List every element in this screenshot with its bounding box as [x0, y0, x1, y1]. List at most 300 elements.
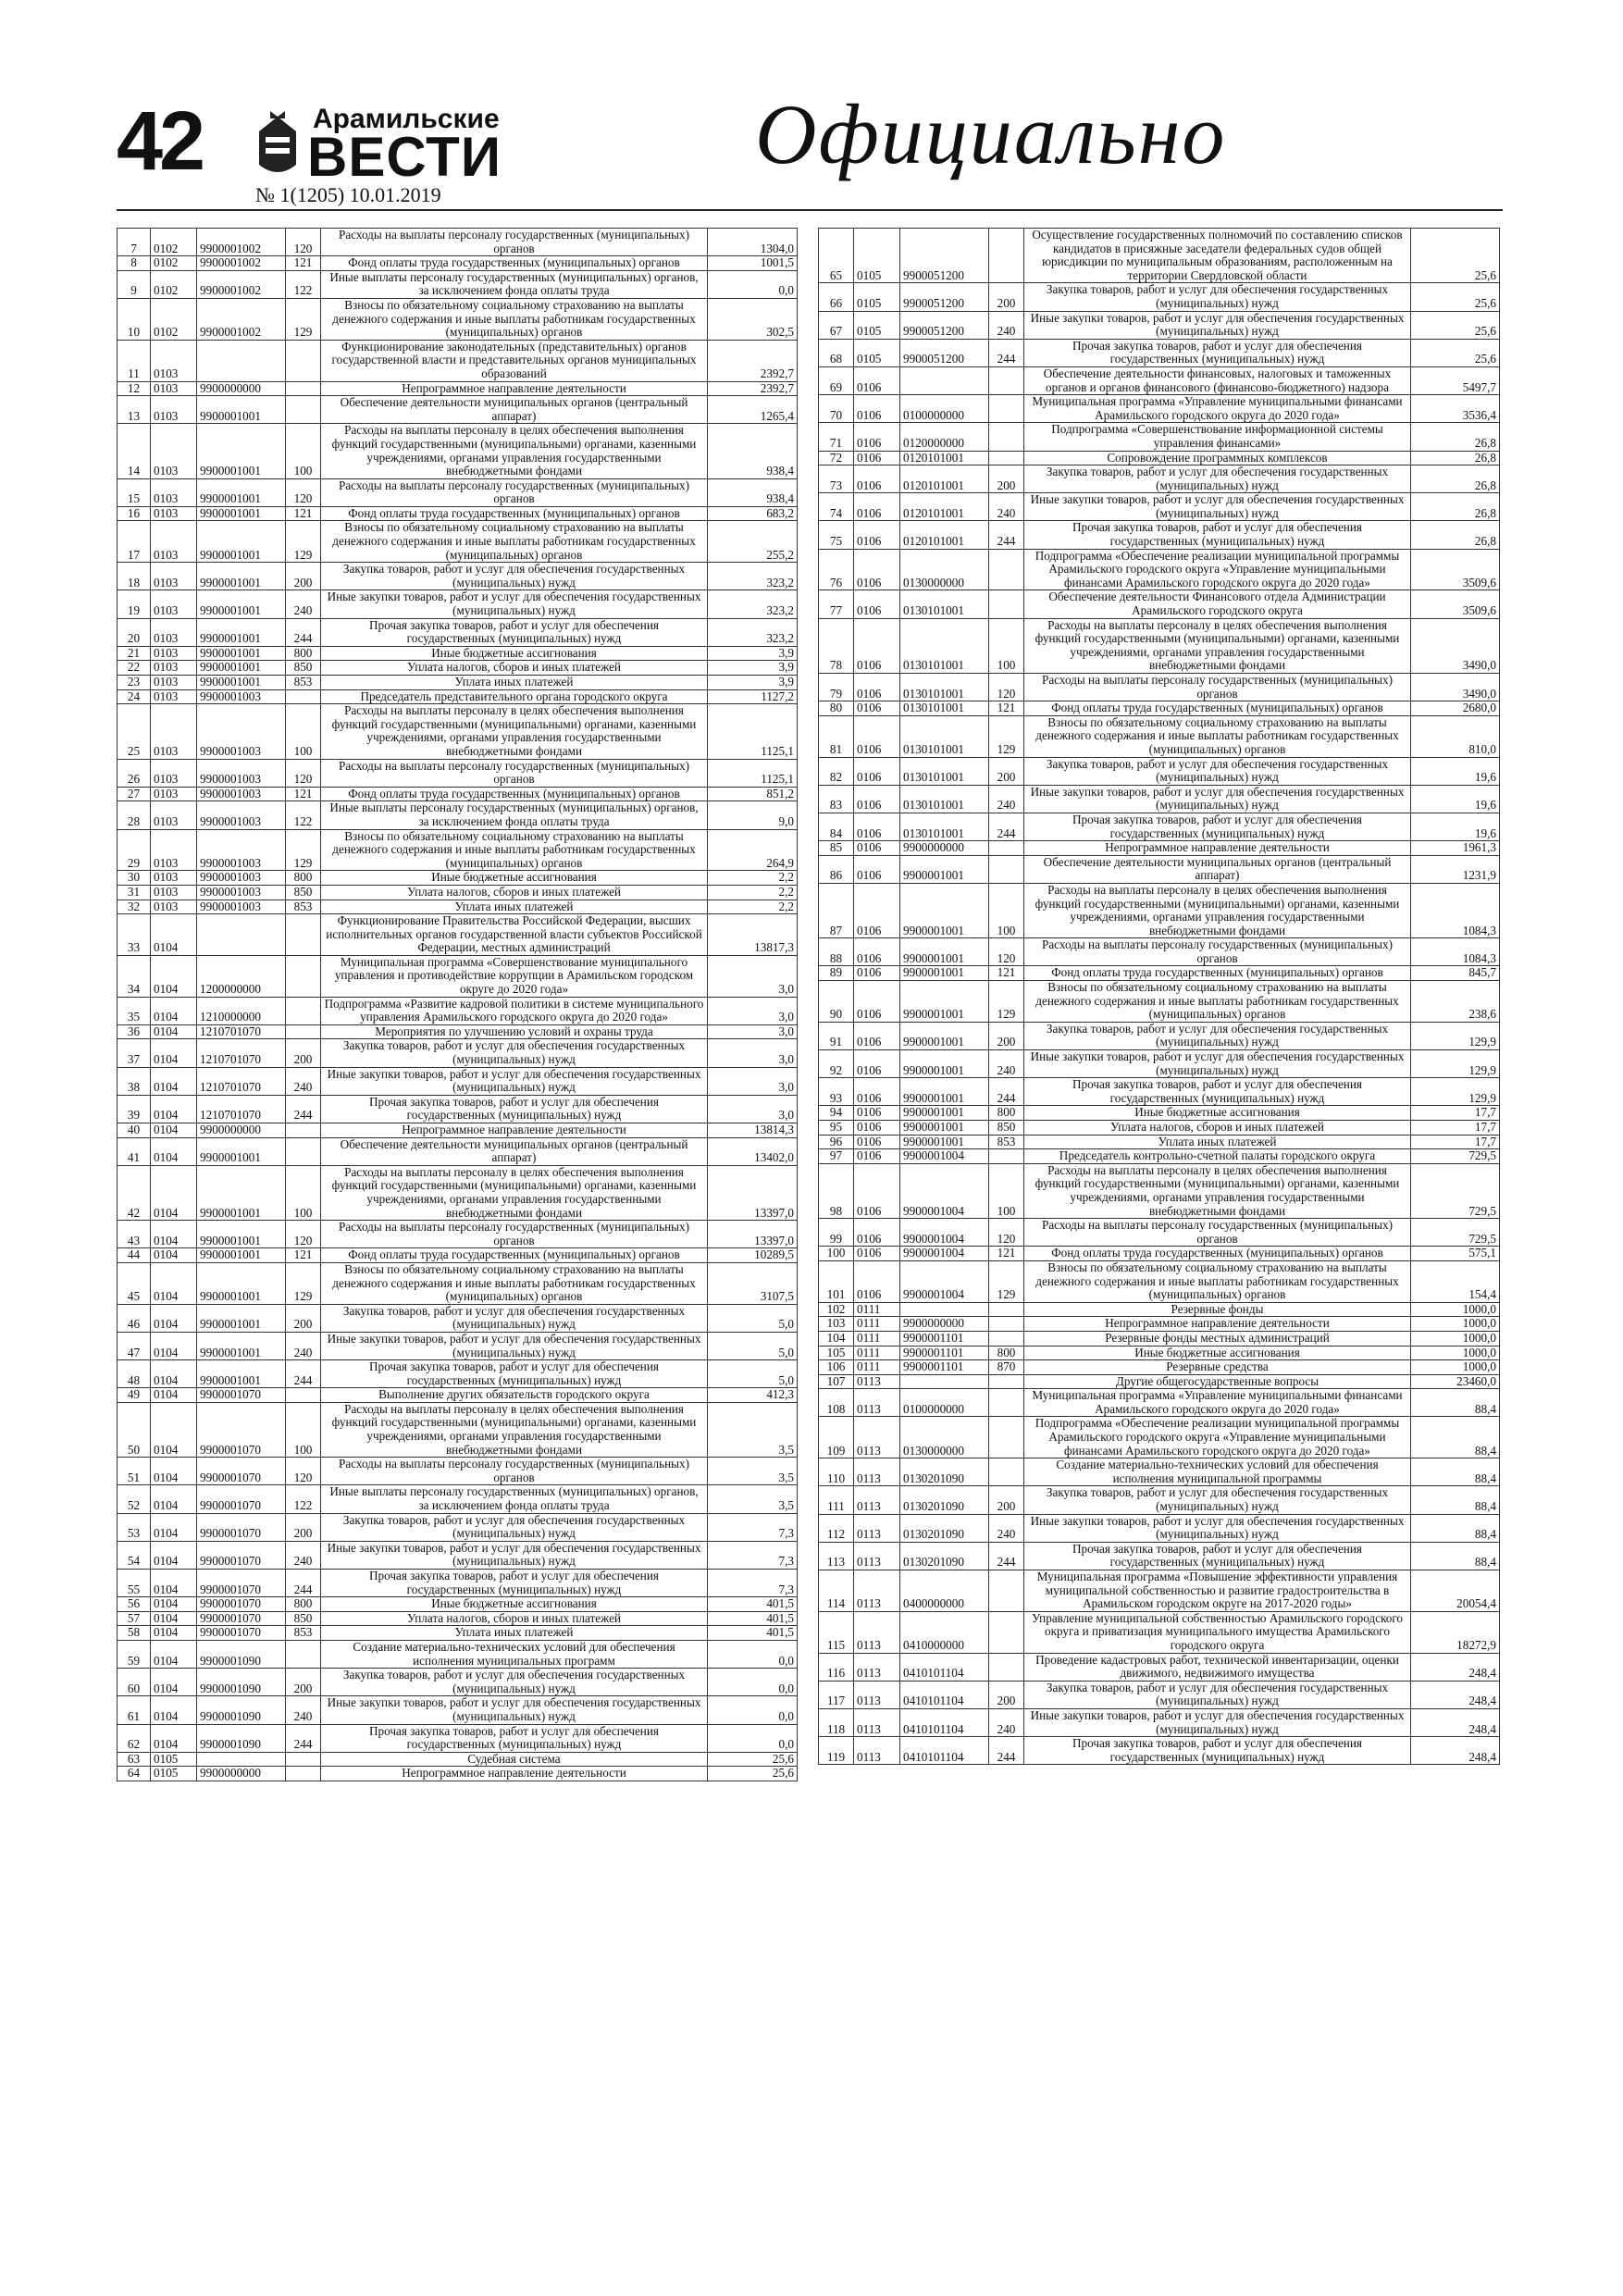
table-row [118, 759, 798, 787]
amount-value: 13397,0 [708, 1165, 798, 1220]
target-article-code: 9900001001 [197, 1137, 286, 1165]
target-article-code: 0410101104 [900, 1737, 989, 1765]
row-description: Иные выплаты персоналу государственных (муниципальных) органов, за исключением фонда оплаты труда [321, 801, 708, 829]
row-number: 84 [819, 813, 854, 840]
row-description: Иные закупки товаров, работ и услуг для обеспечения государственных (муниципальных) нужд [321, 1067, 708, 1095]
amount-value: 88,4 [1411, 1417, 1500, 1458]
row-description: Прочая закупка товаров, работ и услуг для обеспечения государственных (муниципальных) нужд [1024, 521, 1411, 549]
budget-table-right [818, 228, 1500, 1765]
target-article-code: 0100000000 [900, 395, 989, 423]
row-number: 41 [118, 1137, 151, 1165]
table-row [819, 1514, 1500, 1542]
target-article-code: 0130101001 [900, 785, 989, 813]
row-number: 113 [819, 1542, 854, 1570]
row-description: Взносы по обязательному социальному страхованию на выплаты денежного содержания и иные выплаты работникам государственных (муниципальных) органов [321, 829, 708, 871]
expense-type-code [989, 1317, 1024, 1332]
row-description: Закупка товаров, работ и услуг для обеспечения государственных (муниципальных) нужд [321, 1513, 708, 1541]
section-code: 0106 [854, 1022, 900, 1049]
target-article-code: 9900001001 [900, 938, 989, 966]
row-number: 118 [819, 1708, 854, 1736]
table-row [819, 1346, 1500, 1360]
row-number: 119 [819, 1737, 854, 1765]
amount-value: 323,2 [708, 618, 798, 646]
row-description: Закупка товаров, работ и услуг для обеспечения государственных (муниципальных) нужд [321, 1304, 708, 1332]
target-article-code: 9900001001 [197, 1332, 286, 1359]
target-article-code: 9900001001 [197, 396, 286, 424]
row-description: Расходы на выплаты персоналу в целях обеспечения выполнения функций государственными (муниципальными) органами, казенными учреждениями, органами управления государственными внебюджетными фондами [321, 1402, 708, 1457]
row-number: 9 [118, 270, 151, 298]
expense-type-code [989, 1417, 1024, 1458]
row-number: 42 [118, 1165, 151, 1220]
row-description: Взносы по обязательному социальному страхованию на выплаты денежного содержания и иные выплаты работникам государственных (муниципальных) органов [1024, 715, 1411, 757]
table-row [118, 1485, 798, 1513]
section-code: 0103 [151, 424, 197, 478]
table-row [118, 1767, 798, 1781]
section-code: 0103 [151, 871, 197, 886]
table-row [118, 1597, 798, 1612]
section-code: 0103 [151, 900, 197, 914]
expense-type-code: 853 [286, 1626, 321, 1641]
expense-type-code: 120 [286, 759, 321, 787]
amount-value: 26,8 [1411, 521, 1500, 549]
expense-type-code: 100 [286, 424, 321, 478]
table-row [819, 715, 1500, 757]
target-article-code: 9900051200 [900, 311, 989, 339]
expense-type-code [286, 1640, 321, 1668]
section-code: 0104 [151, 1513, 197, 1541]
expense-type-code: 120 [989, 674, 1024, 701]
target-article-code: 9900001090 [197, 1640, 286, 1668]
expense-type-code: 100 [286, 1165, 321, 1220]
city-emblem-icon [255, 109, 300, 180]
expense-type-code: 121 [989, 966, 1024, 981]
target-article-code: 0120000000 [900, 423, 989, 451]
target-article-code: 0130201090 [900, 1542, 989, 1570]
amount-value: 1001,5 [708, 256, 798, 271]
target-article-code: 9900001003 [197, 885, 286, 900]
row-description: Непрограммное направление деятельности [321, 1123, 708, 1138]
target-article-code: 9900001001 [197, 661, 286, 676]
row-number: 27 [118, 787, 151, 801]
target-article-code: 9900000000 [197, 1123, 286, 1138]
amount-value: 5,0 [708, 1360, 798, 1388]
row-number: 79 [819, 674, 854, 701]
row-description: Муниципальная программа «Управление муниципальными финансами Арамильского городского округа до 2020 года» [1024, 1389, 1411, 1417]
target-article-code: 9900000000 [197, 381, 286, 396]
target-article-code [197, 1752, 286, 1767]
table-row [819, 1708, 1500, 1736]
expense-type-code [286, 955, 321, 997]
expense-type-code: 120 [989, 1219, 1024, 1247]
amount-value: 1000,0 [1411, 1331, 1500, 1346]
table-row [118, 1388, 798, 1403]
expense-type-code: 100 [989, 883, 1024, 937]
amount-value: 7,3 [708, 1541, 798, 1569]
amount-value: 129,9 [1411, 1078, 1500, 1106]
row-description: Закупка товаров, работ и услуг для обеспечения государственных (муниципальных) нужд [1024, 283, 1411, 311]
section-code: 0103 [151, 885, 197, 900]
section-code: 0106 [854, 785, 900, 813]
table-row [819, 1360, 1500, 1375]
row-number: 52 [118, 1485, 151, 1513]
expense-type-code: 870 [989, 1360, 1024, 1375]
table-row [118, 1402, 798, 1457]
expense-type-code: 122 [286, 1485, 321, 1513]
table-row [819, 493, 1500, 521]
expense-type-code: 853 [989, 1135, 1024, 1149]
section-code: 0106 [854, 813, 900, 840]
amount-value: 323,2 [708, 563, 798, 590]
expense-type-code: 200 [286, 1304, 321, 1332]
expense-type-code [286, 381, 321, 396]
row-description: Закупка товаров, работ и услуг для обеспечения государственных (муниципальных) нужд [1024, 1681, 1411, 1708]
row-description: Прочая закупка товаров, работ и услуг для обеспечения государственных (муниципальных) нужд [1024, 339, 1411, 366]
expense-type-code [989, 451, 1024, 465]
row-number: 40 [118, 1123, 151, 1138]
row-number: 22 [118, 661, 151, 676]
table-row [118, 590, 798, 618]
row-number: 35 [118, 997, 151, 1024]
expense-type-code: 244 [989, 1542, 1024, 1570]
row-number: 101 [819, 1260, 854, 1302]
expense-type-code: 121 [989, 701, 1024, 716]
table-row [819, 451, 1500, 465]
section-code: 0103 [151, 521, 197, 563]
table-row [118, 1332, 798, 1359]
table-row [819, 1163, 1500, 1218]
row-number: 109 [819, 1417, 854, 1458]
expense-type-code: 240 [286, 1332, 321, 1359]
row-number: 75 [819, 521, 854, 549]
expense-type-code: 200 [989, 1022, 1024, 1049]
row-number: 8 [118, 256, 151, 271]
expense-type-code: 244 [286, 1724, 321, 1752]
section-code: 0106 [854, 1106, 900, 1121]
amount-value: 1231,9 [1411, 855, 1500, 883]
row-description: Прочая закупка товаров, работ и услуг для обеспечения государственных (муниципальных) нужд [1024, 1737, 1411, 1765]
section-code: 0104 [151, 1123, 197, 1138]
table-row [819, 785, 1500, 813]
expense-type-code: 100 [286, 1402, 321, 1457]
amount-value: 683,2 [708, 506, 798, 521]
target-article-code: 9900001001 [900, 981, 989, 1023]
amount-value: 3,0 [708, 1024, 798, 1039]
amount-value: 729,5 [1411, 1149, 1500, 1164]
row-number: 115 [819, 1611, 854, 1653]
row-description: Расходы на выплаты персоналу в целях обеспечения выполнения функций государственными (муниципальными) органами, казенными учреждениями, органами управления государственными внебюджетными фондами [1024, 618, 1411, 673]
table-row [118, 1724, 798, 1752]
expense-type-code: 122 [286, 270, 321, 298]
target-article-code: 1210000000 [197, 997, 286, 1024]
target-article-code: 0130101001 [900, 618, 989, 673]
expense-type-code [286, 1123, 321, 1138]
expense-type-code [989, 1149, 1024, 1164]
target-article-code: 9900001070 [197, 1513, 286, 1541]
section-code: 0106 [854, 1050, 900, 1078]
section-code: 0106 [854, 1163, 900, 1218]
row-number: 53 [118, 1513, 151, 1541]
target-article-code: 0130101001 [900, 813, 989, 840]
row-description: Обеспечение деятельности муниципальных органов (центральный аппарат) [321, 1137, 708, 1165]
row-number: 43 [118, 1221, 151, 1248]
row-description: Подпрограмма «Обеспечение реализации муниципальной программы Арамильского городского округа «Управление муниципальными финансами Арамильского городского округа до 2020 года» [1024, 1417, 1411, 1458]
row-description: Уплата налогов, сборов и иных платежей [321, 661, 708, 676]
amount-value: 248,4 [1411, 1653, 1500, 1681]
table-row [118, 381, 798, 396]
section-code: 0104 [151, 914, 197, 956]
expense-type-code: 200 [989, 465, 1024, 493]
section-code: 0104 [151, 1541, 197, 1569]
target-article-code: 9900001004 [900, 1247, 989, 1261]
amount-value: 575,1 [1411, 1247, 1500, 1261]
row-description: Закупка товаров, работ и услуг для обеспечения государственных (муниципальных) нужд [321, 1669, 708, 1696]
amount-value: 1127,2 [708, 689, 798, 704]
section-code: 0106 [854, 366, 900, 394]
row-description: Непрограммное направление деятельности [1024, 841, 1411, 856]
target-article-code: 9900001001 [197, 676, 286, 690]
row-description: Непрограммное направление деятельности [1024, 1317, 1411, 1332]
row-number: 88 [819, 938, 854, 966]
target-article-code: 9900000000 [900, 1317, 989, 1332]
amount-value: 2,2 [708, 900, 798, 914]
expense-type-code [989, 423, 1024, 451]
target-article-code: 9900001002 [197, 229, 286, 256]
budget-table-left [117, 228, 798, 1781]
row-description: Муниципальная программа «Повышение эффективности управления муниципальной собственностью и развитие градостроительства в Арамильском городском округе на 2017-2020 годы» [1024, 1570, 1411, 1612]
table-row [819, 590, 1500, 618]
table-row [819, 701, 1500, 716]
amount-value: 9,0 [708, 801, 798, 829]
row-number: 7 [118, 229, 151, 256]
section-code: 0104 [151, 1360, 197, 1388]
row-description: Функционирование законодательных (представительных) органов государственной власти и представительных органов муниципальных образований [321, 340, 708, 381]
table-row [118, 646, 798, 661]
section-code: 0103 [151, 506, 197, 521]
expense-type-code: 122 [286, 801, 321, 829]
expense-type-code [286, 914, 321, 956]
row-description: Расходы на выплаты персоналу в целях обеспечения выполнения функций государственными (муниципальными) органами, казенными учреждениями, органами управления государственными внебюджетными фондами [321, 424, 708, 478]
table-row [819, 1121, 1500, 1136]
row-number: 82 [819, 757, 854, 785]
table-row [819, 1737, 1500, 1765]
target-article-code: 0130101001 [900, 701, 989, 716]
expense-type-code: 200 [286, 1669, 321, 1696]
row-number: 12 [118, 381, 151, 396]
section-code: 0104 [151, 1458, 197, 1485]
target-article-code: 0130101001 [900, 757, 989, 785]
target-article-code [900, 1302, 989, 1317]
row-number: 97 [819, 1149, 854, 1164]
section-code: 0104 [151, 1165, 197, 1220]
target-article-code: 0100000000 [900, 1389, 989, 1417]
section-code: 0104 [151, 997, 197, 1024]
row-description: Закупка товаров, работ и услуг для обеспечения государственных (муниципальных) нужд [1024, 1486, 1411, 1514]
expense-type-code [989, 366, 1024, 394]
row-number: 64 [118, 1767, 151, 1781]
row-number: 106 [819, 1360, 854, 1375]
expense-type-code: 240 [286, 1696, 321, 1724]
row-number: 23 [118, 676, 151, 690]
amount-value: 88,4 [1411, 1514, 1500, 1542]
target-article-code: 9900001003 [197, 871, 286, 886]
row-number: 13 [118, 396, 151, 424]
target-article-code: 9900001070 [197, 1541, 286, 1569]
row-number: 72 [819, 451, 854, 465]
expense-type-code: 853 [286, 900, 321, 914]
expense-type-code: 120 [286, 478, 321, 506]
section-code: 0104 [151, 1402, 197, 1457]
amount-value: 1084,3 [1411, 883, 1500, 937]
row-description: Закупка товаров, работ и услуг для обеспечения государственных (муниципальных) нужд [321, 1039, 708, 1067]
table-row [819, 757, 1500, 785]
section-code: 0113 [854, 1681, 900, 1708]
row-number: 95 [819, 1121, 854, 1136]
expense-type-code [989, 1331, 1024, 1346]
row-number: 86 [819, 855, 854, 883]
row-description: Судебная система [321, 1752, 708, 1767]
section-code: 0113 [854, 1737, 900, 1765]
amount-value: 3,5 [708, 1402, 798, 1457]
target-article-code: 9900001001 [900, 883, 989, 937]
expense-type-code: 200 [989, 283, 1024, 311]
row-description: Закупка товаров, работ и услуг для обеспечения государственных (муниципальных) нужд [1024, 757, 1411, 785]
amount-value: 25,6 [1411, 229, 1500, 283]
expense-type-code: 200 [286, 563, 321, 590]
row-number: 116 [819, 1653, 854, 1681]
row-description: Иные закупки товаров, работ и услуг для обеспечения государственных (муниципальных) нужд [1024, 1708, 1411, 1736]
row-number: 102 [819, 1302, 854, 1317]
table-row [819, 1458, 1500, 1486]
section-code: 0106 [854, 549, 900, 590]
section-title: Официально [755, 87, 1227, 181]
expense-type-code: 120 [989, 938, 1024, 966]
target-article-code: 9900001070 [197, 1458, 286, 1485]
table-row [819, 1611, 1500, 1653]
expense-type-code: 200 [989, 1486, 1024, 1514]
table-row [819, 674, 1500, 701]
target-article-code: 0120101001 [900, 521, 989, 549]
expense-type-code: 129 [989, 715, 1024, 757]
expense-type-code: 129 [989, 981, 1024, 1023]
amount-value: 13397,0 [708, 1221, 798, 1248]
section-code: 0113 [854, 1486, 900, 1514]
row-description: Иные закупки товаров, работ и услуг для обеспечения государственных (муниципальных) нужд [1024, 311, 1411, 339]
row-number: 56 [118, 1597, 151, 1612]
target-article-code: 0130101001 [900, 715, 989, 757]
expense-type-code [989, 1302, 1024, 1317]
amount-value: 88,4 [1411, 1389, 1500, 1417]
table-row [118, 1696, 798, 1724]
target-article-code: 9900001001 [900, 1078, 989, 1106]
amount-value: 2,2 [708, 871, 798, 886]
table-row [118, 521, 798, 563]
table-row [118, 885, 798, 900]
amount-value: 401,5 [708, 1597, 798, 1612]
row-number: 69 [819, 366, 854, 394]
section-code: 0104 [151, 1669, 197, 1696]
row-number: 76 [819, 549, 854, 590]
section-code: 0104 [151, 1039, 197, 1067]
row-description: Взносы по обязательному социальному страхованию на выплаты денежного содержания и иные выплаты работникам государственных (муниципальных) органов [321, 521, 708, 563]
expense-type-code: 800 [286, 1597, 321, 1612]
amount-value: 938,4 [708, 478, 798, 506]
target-article-code: 9900001001 [197, 1360, 286, 1388]
amount-value: 154,4 [1411, 1260, 1500, 1302]
row-description: Расходы на выплаты персоналу государственных (муниципальных) органов [321, 1458, 708, 1485]
expense-type-code [989, 855, 1024, 883]
row-number: 51 [118, 1458, 151, 1485]
row-description: Взносы по обязательному социальному страхованию на выплаты денежного содержания и иные выплаты работникам государственных (муниципальных) органов [1024, 1260, 1411, 1302]
amount-value: 238,6 [1411, 981, 1500, 1023]
row-description: Закупка товаров, работ и услуг для обеспечения государственных (муниципальных) нужд [1024, 465, 1411, 493]
expense-type-code [286, 997, 321, 1024]
table-row [118, 787, 798, 801]
table-row [819, 549, 1500, 590]
expense-type-code [989, 549, 1024, 590]
target-article-code: 9900001001 [197, 618, 286, 646]
amount-value: 88,4 [1411, 1486, 1500, 1514]
row-number: 31 [118, 885, 151, 900]
expense-type-code [989, 841, 1024, 856]
target-article-code: 9900001001 [197, 521, 286, 563]
section-code: 0104 [151, 1570, 197, 1597]
amount-value: 1125,1 [708, 759, 798, 787]
section-code: 0106 [854, 938, 900, 966]
amount-value: 26,8 [1411, 451, 1500, 465]
target-article-code: 9900001070 [197, 1597, 286, 1612]
amount-value: 26,8 [1411, 423, 1500, 451]
amount-value: 5,0 [708, 1332, 798, 1359]
section-code: 0103 [151, 590, 197, 618]
row-number: 71 [819, 423, 854, 451]
section-code: 0113 [854, 1514, 900, 1542]
section-code: 0113 [854, 1570, 900, 1612]
row-description: Создание материально-технических условий для обеспечения исполнения муниципальной программы [1024, 1458, 1411, 1486]
target-article-code: 9900001002 [197, 298, 286, 340]
row-number: 17 [118, 521, 151, 563]
section-code: 0106 [854, 1121, 900, 1136]
section-code: 0106 [854, 966, 900, 981]
expense-type-code: 800 [286, 871, 321, 886]
amount-value: 255,2 [708, 521, 798, 563]
row-number: 46 [118, 1304, 151, 1332]
row-description: Выполнение других обязательств городского округа [321, 1388, 708, 1403]
expense-type-code: 240 [989, 1514, 1024, 1542]
amount-value: 7,3 [708, 1570, 798, 1597]
row-number: 90 [819, 981, 854, 1023]
section-code: 0106 [854, 981, 900, 1023]
row-number: 26 [118, 759, 151, 787]
row-number: 25 [118, 704, 151, 759]
section-code: 0104 [151, 1095, 197, 1123]
row-number: 21 [118, 646, 151, 661]
row-description: Председатель контрольно-счетной палаты городского округа [1024, 1149, 1411, 1164]
row-number: 70 [819, 395, 854, 423]
table-row [118, 256, 798, 271]
row-description: Создание материально-технических условий для обеспечения исполнения муниципальных программ [321, 1640, 708, 1668]
section-code: 0105 [151, 1752, 197, 1767]
table-row [819, 1106, 1500, 1121]
row-number: 48 [118, 1360, 151, 1388]
expense-type-code: 129 [286, 1262, 321, 1304]
target-article-code: 0130201090 [900, 1486, 989, 1514]
row-description: Уплата налогов, сборов и иных платежей [321, 1611, 708, 1626]
expense-type-code: 121 [286, 787, 321, 801]
target-article-code: 0410101104 [900, 1681, 989, 1708]
row-number: 18 [118, 563, 151, 590]
amount-value: 19,6 [1411, 757, 1500, 785]
section-code: 0103 [151, 340, 197, 381]
